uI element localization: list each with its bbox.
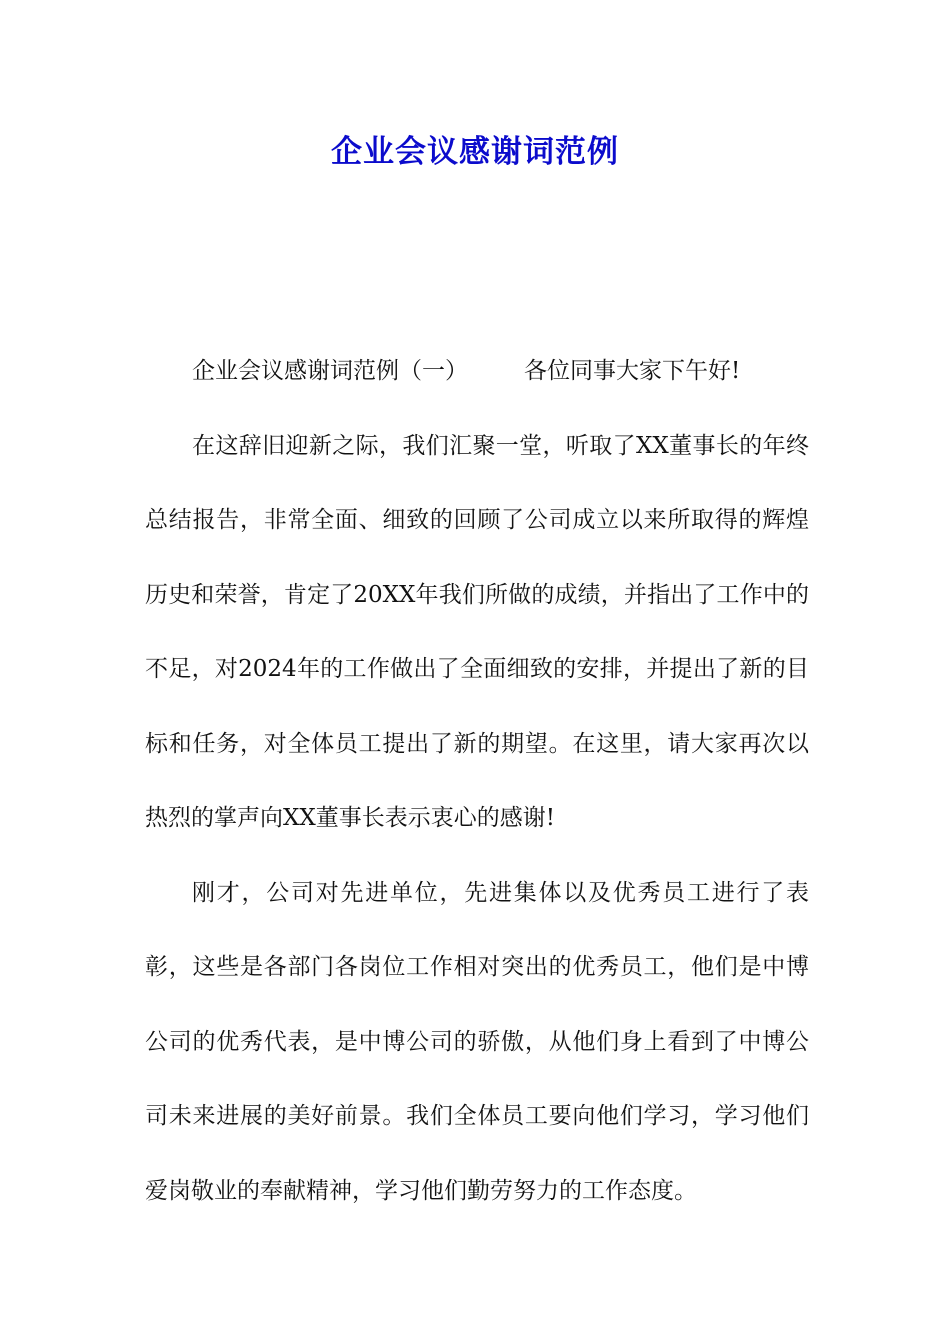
document-title: 企业会议感谢词范例 [331,134,619,170]
document-body [145,334,809,1228]
paragraph-1: 在这辞旧迎新之际，我们汇聚一堂，听取了XX董事长的年终总结报告，非常全面、细致的回顾了公司成立以来所取得的辉煌历史和荣誉，肯定了20XX年我们所做的成绩，并指出了工作中的不足，对2024年的工作做出了全面细致的安排，并提出了新的目标和任务，对全体员工提出了新的期望。在这里，请大家再次以热烈的掌声向XX董事长表示衷心的感谢! [145,432,809,831]
opening-greeting: 各位同事大家下午好! [524,358,741,384]
opening-line [145,334,809,409]
opening-heading: 企业会议感谢词范例（一） [192,358,468,384]
paragraph-2: 刚才，公司对先进单位，先进集体以及优秀员工进行了表彰，这些是各部门各岗位工作相对突出的优秀员工，他们是中博公司的优秀代表，是中博公司的骄傲，从他们身上看到了中博公司未来进展的美好前景。我们全体员工要向他们学习，学习他们爱岗敬业的奉献精神，学习他们勤劳努力的工作态度。 [145,879,809,1204]
